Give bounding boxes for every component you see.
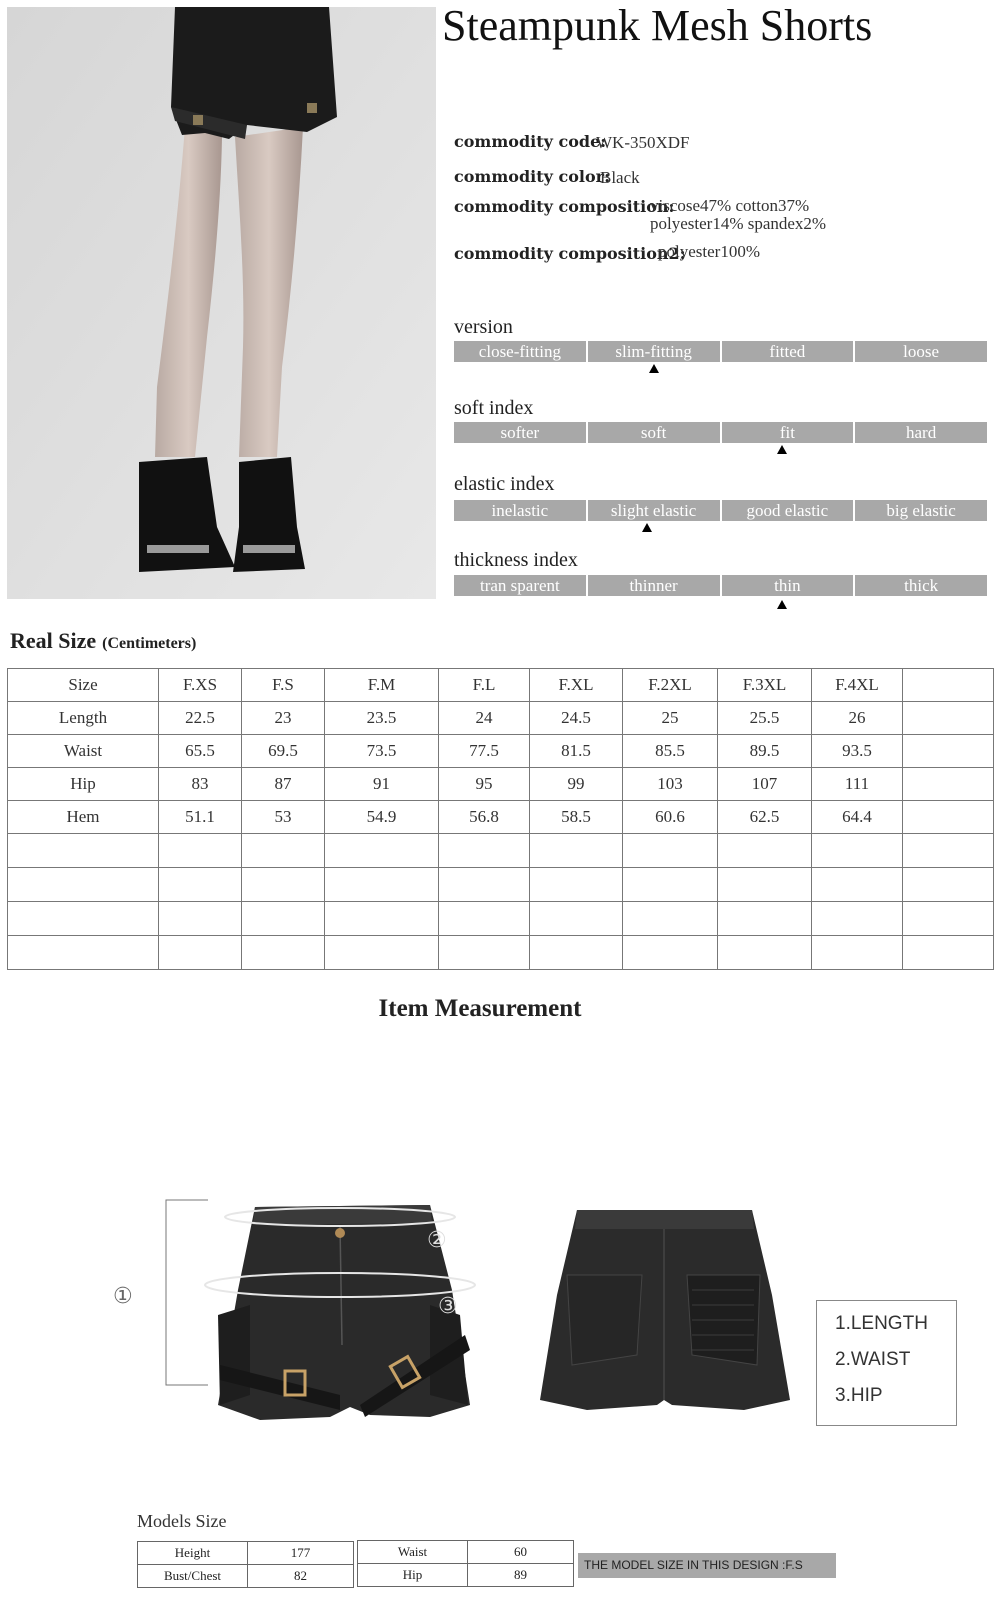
soft-index-option: fit bbox=[722, 422, 854, 443]
table-header-cell: F.2XL bbox=[623, 669, 718, 702]
thickness-index-option: tran sparent bbox=[454, 575, 586, 596]
spec-value-composition: viscose47% cotton37% bbox=[650, 196, 810, 215]
table-row bbox=[8, 702, 994, 735]
elastic-index-option: inelastic bbox=[454, 500, 586, 521]
table-cell: 85.5 bbox=[623, 735, 718, 768]
table-header-cell: F.XS bbox=[159, 669, 242, 702]
version-option: close-fitting bbox=[454, 341, 586, 362]
elastic-index-option: big elastic bbox=[855, 500, 987, 521]
table-cell: Waist bbox=[358, 1541, 468, 1564]
legend-hip: 3.HIP bbox=[835, 1385, 883, 1406]
elastic-index-marker-icon bbox=[642, 523, 652, 532]
table-cell: 23 bbox=[242, 702, 325, 735]
thickness-index-marker-icon bbox=[777, 600, 787, 609]
table-cell: Hip bbox=[8, 768, 159, 801]
spec-label-color: commodity color: bbox=[454, 167, 610, 186]
table-cell: 64.4 bbox=[812, 801, 903, 834]
product-title: Steampunk Mesh Shorts bbox=[442, 1, 873, 50]
table-cell: 87 bbox=[242, 768, 325, 801]
legend-length: 1.LENGTH bbox=[835, 1313, 928, 1334]
table-cell: 177 bbox=[248, 1542, 354, 1565]
spec-label-code: commodity code: bbox=[454, 132, 607, 151]
table-header-cell: F.XL bbox=[530, 669, 623, 702]
table-cell: Hem bbox=[8, 801, 159, 834]
version-marker-icon bbox=[649, 364, 659, 373]
table-cell: 91 bbox=[325, 768, 439, 801]
models-size-heading: Models Size bbox=[137, 1511, 227, 1531]
soft-index-option: softer bbox=[454, 422, 586, 443]
table-cell: 24 bbox=[439, 702, 530, 735]
table-row bbox=[8, 768, 994, 801]
thickness-index-option: thick bbox=[855, 575, 987, 596]
marker-length: ① bbox=[113, 1284, 133, 1309]
thickness-index-scale bbox=[454, 575, 987, 596]
table-cell: 77.5 bbox=[439, 735, 530, 768]
table-cell: 25 bbox=[623, 702, 718, 735]
table-cell: Bust/Chest bbox=[138, 1565, 248, 1588]
table-cell: 111 bbox=[812, 768, 903, 801]
table-cell: 73.5 bbox=[325, 735, 439, 768]
table-row bbox=[138, 1565, 354, 1588]
table-cell: 81.5 bbox=[530, 735, 623, 768]
table-cell: 62.5 bbox=[718, 801, 812, 834]
table-cell: 24.5 bbox=[530, 702, 623, 735]
size-table bbox=[7, 668, 994, 970]
item-measurement-heading bbox=[0, 995, 1000, 1023]
real-size-title: Real Size bbox=[10, 628, 97, 653]
table-cell: 82 bbox=[248, 1565, 354, 1588]
table-row-empty bbox=[8, 902, 994, 936]
table-row-empty bbox=[8, 936, 994, 970]
thickness-index-option: thin bbox=[722, 575, 854, 596]
table-header-cell: F.4XL bbox=[812, 669, 903, 702]
real-size-unit: (Centimeters) bbox=[102, 635, 197, 652]
table-cell bbox=[903, 768, 994, 801]
elastic-index-option: good elastic bbox=[722, 500, 854, 521]
table-row-empty bbox=[8, 868, 994, 902]
table-cell: Waist bbox=[8, 735, 159, 768]
version-option: fitted bbox=[722, 341, 854, 362]
soft-index-title: soft index bbox=[454, 397, 534, 419]
table-cell: 93.5 bbox=[812, 735, 903, 768]
table-header-cell bbox=[903, 669, 994, 702]
marker-hip: ③ bbox=[438, 1294, 458, 1319]
table-row bbox=[358, 1541, 574, 1564]
elastic-index-option: slight elastic bbox=[588, 500, 720, 521]
table-cell: 107 bbox=[718, 768, 812, 801]
table-header-cell: F.L bbox=[439, 669, 530, 702]
table-cell: 26 bbox=[812, 702, 903, 735]
table-cell: 54.9 bbox=[325, 801, 439, 834]
table-row bbox=[138, 1542, 354, 1565]
table-cell: 95 bbox=[439, 768, 530, 801]
table-cell: Height bbox=[138, 1542, 248, 1565]
table-cell: 89 bbox=[468, 1564, 574, 1587]
thickness-index-title: thickness index bbox=[454, 549, 578, 571]
version-option: slim-fitting bbox=[588, 341, 720, 362]
spec-value-code: WK-350XDF bbox=[596, 133, 690, 152]
table-cell bbox=[903, 801, 994, 834]
table-cell: Length bbox=[8, 702, 159, 735]
table-row bbox=[8, 801, 994, 834]
table-cell: 60.6 bbox=[623, 801, 718, 834]
real-size-heading bbox=[10, 628, 196, 654]
version-title: version bbox=[454, 316, 513, 338]
table-cell: 56.8 bbox=[439, 801, 530, 834]
spec-value-composition2: polyester100% bbox=[658, 242, 760, 261]
soft-index-option: hard bbox=[855, 422, 987, 443]
measurement-legend bbox=[816, 1300, 957, 1426]
soft-index-option: soft bbox=[588, 422, 720, 443]
shorts-back-image bbox=[532, 1205, 797, 1430]
table-cell: 51.1 bbox=[159, 801, 242, 834]
table-row bbox=[358, 1564, 574, 1587]
models-size-table-right bbox=[357, 1540, 574, 1587]
model-photo bbox=[7, 7, 436, 599]
table-cell: 22.5 bbox=[159, 702, 242, 735]
table-cell: 60 bbox=[468, 1541, 574, 1564]
legend-waist: 2.WAIST bbox=[835, 1349, 911, 1370]
table-cell: 69.5 bbox=[242, 735, 325, 768]
table-row bbox=[8, 735, 994, 768]
table-cell bbox=[903, 735, 994, 768]
spec-label-composition2: commodity composition2: bbox=[454, 244, 686, 263]
version-option: loose bbox=[855, 341, 987, 362]
version-scale bbox=[454, 341, 987, 362]
item-measurement-title: Item Measurement bbox=[378, 995, 582, 1022]
table-header-cell: F.3XL bbox=[718, 669, 812, 702]
thickness-index-option: thinner bbox=[588, 575, 720, 596]
table-header-cell: Size bbox=[8, 669, 159, 702]
table-cell bbox=[903, 702, 994, 735]
soft-index-scale bbox=[454, 422, 987, 443]
table-cell: 58.5 bbox=[530, 801, 623, 834]
table-cell: 25.5 bbox=[718, 702, 812, 735]
table-cell: 23.5 bbox=[325, 702, 439, 735]
table-header-row bbox=[8, 669, 994, 702]
table-header-cell: F.M bbox=[325, 669, 439, 702]
table-cell: 99 bbox=[530, 768, 623, 801]
table-row-empty bbox=[8, 834, 994, 868]
model-size-note: THE MODEL SIZE IN THIS DESIGN :F.S bbox=[578, 1553, 836, 1578]
table-cell: 65.5 bbox=[159, 735, 242, 768]
elastic-index-title: elastic index bbox=[454, 473, 555, 495]
marker-waist: ② bbox=[427, 1228, 447, 1253]
table-cell: 103 bbox=[623, 768, 718, 801]
soft-index-marker-icon bbox=[777, 445, 787, 454]
table-cell: 89.5 bbox=[718, 735, 812, 768]
spec-value-composition-line2: polyester14% spandex2% bbox=[650, 214, 827, 233]
elastic-index-scale bbox=[454, 500, 987, 521]
models-size-table-left bbox=[137, 1541, 354, 1588]
table-cell: 83 bbox=[159, 768, 242, 801]
spec-label-composition: commodity composition: bbox=[454, 197, 675, 216]
table-header-cell: F.S bbox=[242, 669, 325, 702]
spec-value-color: Black bbox=[600, 168, 640, 187]
table-cell: Hip bbox=[358, 1564, 468, 1587]
table-cell: 53 bbox=[242, 801, 325, 834]
